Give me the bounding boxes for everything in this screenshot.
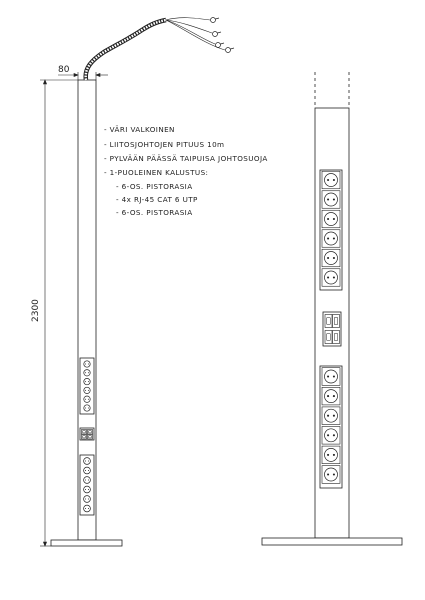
height-dimension bbox=[40, 80, 78, 546]
socket-icon bbox=[84, 387, 90, 393]
rj45-port-icon bbox=[333, 315, 340, 328]
left-pole-view bbox=[40, 18, 234, 547]
flexible-conduit bbox=[86, 20, 166, 80]
cable-ends bbox=[166, 18, 225, 50]
plug-icon bbox=[213, 32, 218, 37]
note-cable-length: - LIITOSJOHTOJEN PITUUS 10m bbox=[104, 140, 225, 149]
plug-icon bbox=[226, 48, 231, 53]
socket-icon bbox=[84, 467, 91, 474]
socket-icon bbox=[84, 370, 90, 376]
plug-icon bbox=[211, 18, 216, 23]
socket-icon bbox=[84, 496, 91, 503]
note-upper-socket: - 6-OS. PISTORASIA bbox=[116, 182, 193, 191]
left-base-plate bbox=[51, 540, 122, 546]
rj45-port-icon bbox=[325, 331, 332, 344]
note-rj45: - 4x RJ-45 CAT 6 UTP bbox=[116, 195, 198, 204]
rj45-port-icon bbox=[333, 331, 340, 344]
socket-icon bbox=[84, 361, 90, 367]
socket-icon bbox=[84, 486, 91, 493]
socket-icon bbox=[84, 458, 91, 465]
note-lower-socket: - 6-OS. PISTORASIA bbox=[116, 208, 193, 217]
rj45-port-icon bbox=[82, 435, 87, 440]
right-base-plate bbox=[262, 538, 402, 545]
socket-icon bbox=[84, 378, 90, 384]
plug-icon bbox=[216, 43, 221, 48]
rj45-port-icon bbox=[325, 315, 332, 328]
rj45-port-icon bbox=[82, 430, 87, 435]
rj45-port-icon bbox=[88, 435, 93, 440]
socket-icon bbox=[84, 396, 90, 402]
height-dimension-label: 2300 bbox=[31, 299, 41, 322]
width-dimension-label: 80 bbox=[58, 65, 70, 75]
note-color: - VÄRI VALKOINEN bbox=[104, 125, 175, 134]
note-fittings: - 1-PUOLEINEN KALUSTUS: bbox=[104, 168, 209, 177]
note-conduit: - PYLVÄÄN PÄÄSSÄ TAIPUISA JOHTOSUOJA bbox=[104, 154, 268, 163]
socket-icon bbox=[84, 405, 90, 411]
rj45-port-icon bbox=[88, 430, 93, 435]
socket-icon bbox=[84, 505, 91, 512]
right-pole-view bbox=[262, 72, 402, 545]
plug-icons bbox=[211, 18, 235, 53]
socket-icon bbox=[84, 477, 91, 484]
